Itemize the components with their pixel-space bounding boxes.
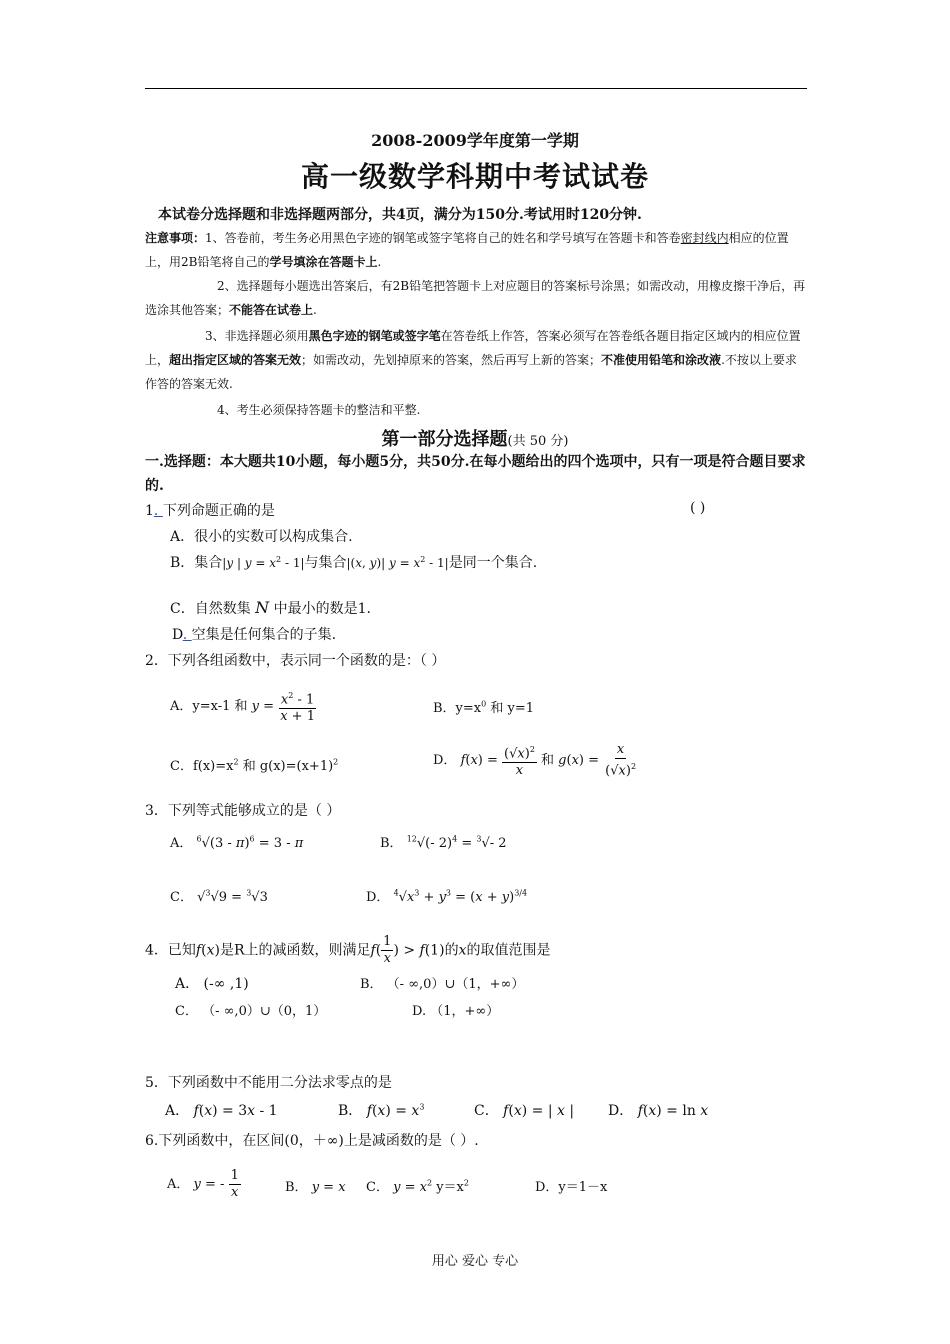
q3-option-a: A． $^6$√(3 - π)$^6$ = 3 - π	[170, 834, 304, 851]
q5-option-a: A． f(x) = 3x - 1	[165, 1103, 278, 1119]
q2-stem: 2．下列各组函数中，表示同一个函数的是：（ ）	[145, 653, 446, 669]
note-2: 2、选择题每小题选出答案后，有2B铅笔把答题卡上对应题目的答案标号涂黑；如需改动，用橡皮擦干净后，再选涂其他答案；不能答在试卷上.	[145, 279, 806, 317]
q4-option-b: B． （- ∞,0）∪（1，+∞）	[360, 977, 525, 992]
notes-label: 注意事项：	[145, 231, 206, 245]
section1-instructions: 一.选择题：本大题共10小题，每小题5分，共50分.在每小题给出的四个选项中，只有一项是符合题目要求的.	[145, 454, 806, 494]
q3-option-c: C． √$^3$√9 = $^3$√3	[170, 888, 268, 905]
q5-stem: 5．下列函数中不能用二分法求零点的是	[145, 1075, 392, 1091]
exam-title: 高一级数学科期中考试试卷	[300, 160, 649, 193]
q2-option-b: B．$y=x^0$ 和 y=1	[433, 699, 534, 716]
note-1: 注意事项：1、答卷前，考生务必用黑色字迹的钢笔或签字笔将自己的姓名和学号填写在答题卡和答卷密封线内相应的位置上，用2B铅笔将自己的学号填涂在答题卡上.	[145, 231, 789, 269]
note-4: 4、考生必须保持答题卡的整洁和平整.	[217, 403, 421, 417]
part1-title: 第一部分选择题(共 50 分)	[381, 429, 569, 450]
note-3: 3、非选择题必须用黑色字迹的钢笔或签字笔在答卷纸上作答，答案必须写在答卷纸各题目指定区域内的相应位置上，超出指定区域的答案无效；如需改动，先划掉原来的答案，然后再写上新的答案；不准使用铅笔和涂改液.不按以上要求作答的答案无效.	[145, 329, 801, 391]
q3-stem: 3．下列等式能够成立的是（ ）	[145, 803, 341, 819]
header-rule	[145, 88, 807, 89]
q4-stem: 4．已知f(x)是R上的减函数，则满足f( $\frac{1}{x}$ ) > f(1)的x的取值范围是	[145, 934, 551, 966]
q4-option-a: A． (-∞ ,1)	[175, 976, 249, 992]
q6-option-d: D．y＝1－x	[535, 1180, 608, 1195]
q1-option-a: A．很小的实数可以构成集合.	[170, 529, 353, 545]
q5-option-b: B． $f(x) = x^3$	[338, 1102, 425, 1119]
q3-option-d: D． $^4√x^3 + y^3 = (x + y)^{3/4}$	[366, 888, 528, 905]
q6-option-a: A． y = - $\frac{1}{x}$	[167, 1168, 239, 1200]
q3-option-b: B． $^{12}$√(- 2)$^4$ = $^3$√- 2	[380, 834, 507, 851]
page-footer: 用心 爱心 专心	[431, 1254, 519, 1269]
q2-option-d: D． f(x) = $\frac{(√x)^2}{x}$ 和 g(x) = $\frac{x}{(√x)^2}$	[433, 742, 637, 779]
q1-stem: 1. 下列命题正确的是	[145, 503, 275, 519]
exam-intro: 本试卷分选择题和非选择题两部分，共4页，满分为150分.考试用时120分钟.	[158, 207, 642, 223]
q6-stem: 6.下列函数中，在区间(0，＋∞)上是减函数的是（ ）.	[145, 1133, 479, 1149]
q5-option-d: D． f(x) = ln x	[608, 1103, 709, 1119]
q1-paren: ( )	[690, 500, 706, 516]
q1-option-d: D. 空集是任何集合的子集.	[172, 627, 337, 643]
q6-option-c: C． $y = x^2$ $y=x^2$	[366, 1178, 469, 1195]
q2-option-a: A．y=x-1 和 y = $\frac{x^2 - 1}{x + 1}$	[170, 688, 317, 725]
q1-option-c: C．自然数集 N 中最小的数是1.	[170, 598, 371, 617]
q4-option-d: D. （1，+∞）	[412, 1004, 500, 1019]
q4-option-c: C． （- ∞,0）∪（0，1）	[175, 1004, 327, 1019]
q2-option-c: C．$f(x)=x^2$ 和 $g(x)=(x+1)^2$	[170, 757, 339, 774]
q6-option-b: B． y = x	[285, 1180, 346, 1195]
q1-option-b: B．集合|y | $y = x^2 - 1|$与集合|(x, y)| $y = x^2 - 1|$是同一个集合.	[170, 555, 538, 571]
exam-subtitle: 2008-2009学年度第一学期	[371, 131, 579, 150]
q5-option-c: C． f(x) = | x |	[474, 1103, 575, 1119]
